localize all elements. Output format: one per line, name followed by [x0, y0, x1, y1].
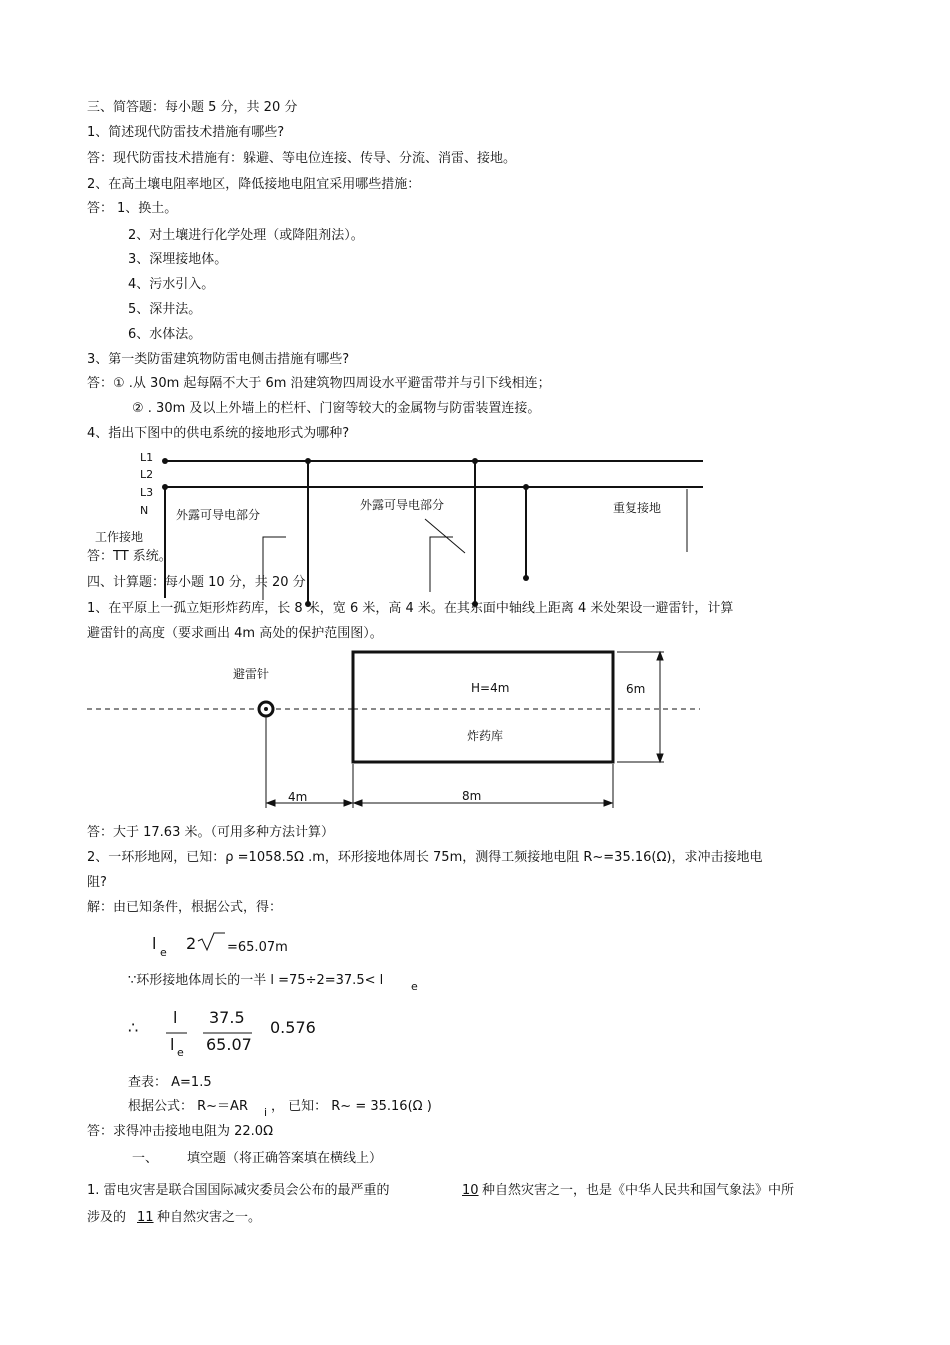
formula-line-a: 根据公式： R~＝AR [128, 1099, 248, 1114]
label-lightning-rod: 避雷针 [233, 667, 270, 681]
answer-2-item: 1、换土。 [117, 201, 178, 216]
fraction-1-numerator: l [173, 1008, 178, 1027]
label-work-ground: 工作接地 [95, 530, 144, 544]
arrow [604, 800, 612, 806]
exposed-part-2 [430, 537, 453, 592]
fraction-result: 0.576 [270, 1018, 316, 1037]
calc-answer-2: 答：求得冲击接地电阻为 22.0Ω [87, 1124, 274, 1139]
label-l3: L3 [140, 486, 154, 499]
arrow [657, 652, 663, 660]
answer-3-line1: 答：① .从 30m 起每隔不大于 6m 沿建筑物四周设水平避雷带并与引下线相连； [87, 376, 551, 391]
solution-intro: 解：由已知条件，根据公式，得： [87, 900, 283, 915]
fraction-2-numerator: 37.5 [209, 1008, 245, 1027]
arrow [267, 800, 275, 806]
label-6m: 6m [626, 682, 646, 696]
section3-header: 三、简答题：每小题 5 分，共 20 分 [87, 100, 298, 115]
label-n: N [140, 504, 149, 517]
calc-answer-1: 答：大于 17.63 米。（可用多种方法计算） [87, 825, 334, 840]
fill-blank-1: 10 [462, 1183, 479, 1198]
fill-question-1-a: 1. 雷电灾害是联合国国际减灾委员会公布的最严重的 [87, 1183, 390, 1198]
section1-header-num: 一、 [132, 1151, 159, 1166]
question-2: 2、在高土壤电阻率地区，降低接地电阻宜采用哪些措施： [87, 177, 421, 192]
formula-line-b: ， 已知： R~ = 35.16(Ω ) [271, 1099, 432, 1114]
calc-question-2-line2: 阻? [87, 875, 107, 890]
answer-2-item: 5、深井法。 [128, 302, 202, 317]
formula-le: l [152, 934, 157, 953]
answer-3-line2: ② . 30m 及以上外墙上的栏杆、门窗等较大的金属物与防雷装置连接。 [132, 401, 541, 416]
ground-dot [523, 575, 529, 581]
fill-blank-2: 11 [137, 1210, 154, 1225]
therefore-symbol: ∴ [128, 1018, 139, 1037]
junction-dot [162, 484, 168, 490]
formula-line-sub: i [264, 1106, 268, 1119]
formula-result: =65.07m [227, 940, 288, 955]
junction-dot [305, 458, 311, 464]
question-1: 1、简述现代防雷技术措施有哪些? [87, 125, 285, 140]
fraction-1-denominator: l [170, 1035, 175, 1054]
formula-coef: 2 [186, 934, 197, 953]
since-line: ∵环形接地体周长的一半 l =75÷2=37.5< l [128, 973, 384, 988]
lightning-rod-center [264, 707, 268, 711]
calc-question-1-line1: 1、在平原上一孤立矩形炸药库，长 8 米，宽 6 米，高 4 米。在其东面中轴线上距离 4 米处架设一避雷针，计算 [87, 601, 734, 616]
answer-2-prefix: 答： [87, 201, 114, 216]
calc-question-1-line2: 避雷针的高度（要求画出 4m 高处的保护范围图）。 [87, 626, 383, 641]
answer-1: 答：现代防雷技术措施有：躲避、等电位连接、传导、分流、消雷、接地。 [87, 151, 517, 166]
label-exposed-1: 外露可导电部分 [176, 508, 261, 522]
answer-2-item: 6、水体法。 [128, 327, 202, 342]
section1-header-text: 填空题（将正确答案填在横线上） [187, 1151, 383, 1166]
label-4m: 4m [288, 790, 308, 804]
label-height: H=4m [471, 681, 510, 695]
label-l1: L1 [140, 451, 154, 464]
answer-2-item: 3、深埋接地体。 [128, 252, 228, 267]
fill-question-1-c: 涉及的 [87, 1210, 127, 1225]
exposed-part-2-diagonal [425, 519, 465, 553]
label-repeat-ground: 重复接地 [613, 501, 662, 515]
label-8m: 8m [462, 789, 482, 803]
answer-4: 答：TT 系统。 [87, 549, 172, 564]
sqrt-sign [198, 933, 225, 950]
answer-2-item: 2、对土壤进行化学处理（或降阻剂法）。 [128, 228, 364, 243]
since-line-sub: e [411, 980, 418, 993]
depot-rect [353, 652, 613, 762]
fill-question-1-b: 种自然灾害之一，也是《中华人民共和国气象法》中所 [482, 1183, 795, 1198]
fill-question-1-d: 种自然灾害之一。 [157, 1210, 262, 1225]
arrow [354, 800, 362, 806]
lookup-line: 查表： A=1.5 [128, 1075, 212, 1090]
arrow [344, 800, 352, 806]
arrow [657, 754, 663, 762]
label-l2: L2 [140, 468, 154, 481]
answer-2-item: 4、污水引入。 [128, 277, 215, 292]
fraction-1-denominator-sub: e [177, 1046, 184, 1059]
formula-le-sub: e [160, 946, 167, 959]
question-3: 3、第一类防雷建筑物防雷电侧击措施有哪些? [87, 352, 350, 367]
calc-question-2-line1: 2、一环形地网，已知：ρ =1058.5Ω .m，环形接地体周长 75m，测得工频接地电阻 R~=35.16(Ω)，求冲击接地电 [87, 850, 763, 865]
label-exposed-2: 外露可导电部分 [360, 498, 445, 512]
fraction-2-denominator: 65.07 [206, 1035, 252, 1054]
junction-dot [523, 484, 529, 490]
question-4: 4、指出下图中的供电系统的接地形式为哪种? [87, 426, 350, 441]
junction-dot [162, 458, 168, 464]
label-depot: 炸药库 [467, 729, 504, 743]
junction-dot [472, 458, 478, 464]
section4-header: 四、计算题：每小题 10 分，共 20 分 [87, 575, 306, 590]
